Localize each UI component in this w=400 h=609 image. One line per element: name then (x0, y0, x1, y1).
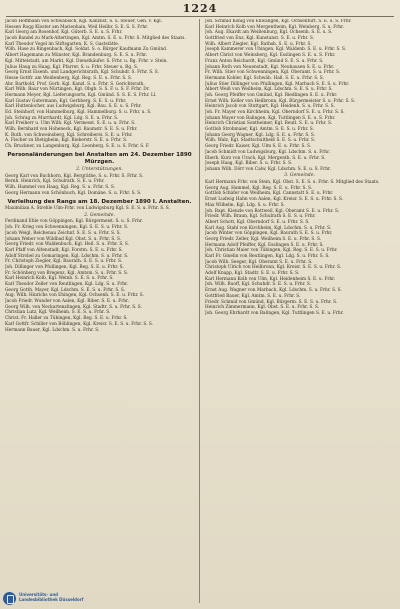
list-entry: Jacob Schmidt von Ludwigsburg, Kgl. Ldschm. S. u. Frhr. (205, 149, 331, 155)
list-entry: Jacob Winter von Göppingen, Kgl. Baurath S. E. S. u. Frhr. (205, 231, 333, 237)
list-entry: Karl Freiherr u. Ulm Wilh. Kgl. Vermesst. S. E. u. u. Frhr. S. (5, 121, 136, 127)
list-entry: Karl Fr. Gmelin von Reutlingen, Kgl. Ldg. S. u. Frhr. S. S. (205, 254, 330, 259)
list-entry: Hermann Bauer, Kgl. Ldschm. S. u. Frhr. S. (5, 327, 100, 333)
list-entry: Aug. Wilh. Hinrichs von Ehingen, Kgl. Ochsenh. S. E. u. Frhr. S. (5, 293, 144, 299)
list-entry: Hermann Meyer, Bgl. Lieferungsorts, Kgl. Gmünd. S. S. E. S. Frhr. Ll. (5, 92, 157, 98)
list-entry: Max Wilhelm, Kgl. Ldg. S. u. Frhr. S. (205, 202, 285, 208)
list-entry: Karl Gottfr. Schiller von Böblingen, Kgl. Kreisr. S. E. S. u. Frhr. S. S. (5, 321, 154, 327)
list-entry: Julius Stier Dillinger von Pfullingen, Kgl. Marbach S. E. S. u. Frhr. (205, 81, 350, 87)
list-entry: Karl Hermann Kolb von Ulm, Kgl. Heidenheim S. E. u. Frhr. (205, 276, 336, 282)
section-subheading: 2. Unterstützungen. (76, 166, 123, 172)
list-entry: Gottlob Schäfer von Weilheim, Kgl. Cannstatt S. E. u. Frhr. (205, 191, 334, 197)
list-entry: Friedr. Schmid von Gmünd, Kgl. Bürgerm. S. E. S. u. Frhr. S. (205, 299, 338, 305)
list-entry: Joh. Fr. Krieg von Schwenningen, Kgl. S. E. S. u. Frhr. S. (5, 225, 129, 231)
list-entry: Wilh. Hase zu Ringenbach, Kgl. Soldat. S. o. Bürger Kaufmann Zu Gmünd. (5, 47, 168, 53)
list-entry: Christ. Fr. Haller zu Tübingen, Kgl. Reg. S. E. u. Frhr. S. (5, 316, 128, 322)
list-entry: Adolf Strobel zu Gomaringen, Kgl. Ldschm. S. u. Frhr. S. (5, 253, 129, 259)
list-entry: Karl Wilh. Baur von Nürtingen, Kgl. Obgb. S. S. F. u. S. F. Frhr. Dr. (5, 87, 150, 93)
list-entry: Ernst Wilh. Keller von Heilbronn, Kgl. Bürgermeister S. u. Frhr. S. S. (205, 98, 356, 104)
list-entry: Wilh. Bernhard von Hoheneck, Kgl. Baumstr. S. E. S. u. Frhr. (5, 127, 138, 133)
list-entry: Jacob Friedr. Wunder von Aalen, Kgl. Biber. S. E. u. Frhr. (5, 299, 129, 305)
list-entry: Abr. Barthold, Prof. Gorb. Kgl. Kanzl. S. u. Frhr. S. Gerichtsrath. (5, 81, 145, 87)
list-entry: Jacob Wilh. Seeger, Kgl. Oberamt S. E. u. Frhr. S. (205, 259, 313, 265)
list-entry: Joseph Kammerer von Uhingen, Kgl. Waldenb. S. E. u. Frhr. S. S. (205, 47, 347, 53)
list-entry: Georg Friedr. Zeller, Kgl. Weilheim S. E. u. Frhr. S. S. (205, 236, 322, 242)
section-subheading: 2. Gemeinde. (84, 212, 115, 218)
list-entry: Franz Anton Reichardt, Kgl. Gmünd S. E. S. u. Frhr. S. (205, 58, 324, 64)
list-entry: Ed. Steinhorf, von Hammelburg, Kgl. Hammelburg. S. u. Frhr. u. S. (5, 110, 152, 115)
list-entry: Albert Hagemann zu Münster, Kgl. Brandenburg. S. E. S. u. Frhr. (5, 53, 148, 59)
list-entry: Friedr. Wilh. Braun, Kgl. Schulrath S. E. S. u. Frhr. (205, 214, 316, 220)
list-entry: Joseph Haag, Kgl. Biber. S. u. Frhr. S. S. (205, 161, 293, 167)
library-name-line-1: Universitäts- und (19, 592, 59, 598)
list-entry: Jacob Weigl, Reichenau Zeichnf. S. E. S. u. Frhr. S. S. (5, 230, 121, 236)
list-entry: Karl Georg am Rosenhof, Kgl. Güterb. S. E. u. S. Frhr. (5, 30, 123, 36)
library-name (19, 593, 84, 602)
header-rule (6, 16, 394, 17)
list-entry: Wilh. Walz, Kgl. Stadtschultheiß S. E. S. u. Frhr. S. (205, 138, 316, 144)
list-entry: Fr. Schönberg von Bregenz, Kgl. Amtsm. S. u. Frhr. S. S. (5, 270, 128, 276)
list-entry: Kgl. Mittelstadt, am Markt, Kgl. Dienstkäufer. S. Frhr. u. Bg. Frhr. v. Stein. (5, 58, 168, 64)
list-entry: Albert Weiß von Weilheim, Kgl. Ldschm. S. E. S. u. Frhr. S. (205, 87, 333, 93)
list-entry: Johann Weber von Wildbad Kgl. Obst. S. u. Frhr. S. S. (5, 236, 122, 242)
list-entry: Bernh. Heinrich, Kgl. Schulrath. S. E. u. Frhr. (5, 179, 105, 185)
list-entry: A. Fischer zu Bietigheim, Kgl. Bieberstr. S. E. u. Frhr. S. (5, 138, 128, 144)
list-entry: Joh. Aug. Ekardt am Weißenburg, Kgl. Ochsenh. S. E. u. S. (205, 30, 333, 36)
list-entry: Joh. Schrag zu Murrhardt, Kgl. Ldg. S. E. u. Frhr. S. (5, 115, 119, 121)
list-entry: Joh. Dillinger von Pfullingen, Kgl. Reg. S. E. u. Frhr. S. (5, 264, 124, 270)
list-entry: Karl Aug. Stahl von Kirchheim, Kgl. Ldschm. S. u. Frhr. S. (205, 225, 332, 231)
list-entry: Hermann Adolf Pfeiffer, Kgl. Esslingen S. E. u. Frhr. S. (205, 242, 324, 248)
list-entry: Joh. Georg Ehrhardt von Balingen, Kgl. Tuttlingen S. E. u. Frhr. (205, 310, 344, 316)
left-column (5, 19, 194, 604)
list-entry: K. Ruth. von Schweinsberg, Kgl. Schreiberei. S. E. u. Frhr. (5, 132, 133, 138)
list-entry: Joh. Fr. Mayer von Kirchheim, Kgl. Oberndorf S. E. u. Frhr. S. S. (205, 110, 345, 115)
list-entry: Joh. Schmid König von Ellwangen, Kgl. Ochsenfurt. S. E. u. S. Frhr. (205, 19, 352, 24)
library-logo[interactable] (3, 589, 93, 607)
list-entry: Joh. Christian Maier von Tübingen, Kgl. Reg. S. E. S. u. Frhr. (205, 248, 338, 254)
list-entry: Christian Lutz, Kgl. Weilheim. S. E. S. u. Frhr. S. (5, 310, 111, 316)
list-entry: Georg Friedr. von Waldenbuch, Kgl. Heil. S. u. Frhr. S. S. (5, 242, 130, 248)
list-entry: Hesse Gottfr. am Weißenberg, Kgl. Reg. S. E. u. Frhr. S. S. (5, 75, 132, 81)
list-entry: Wilh. Hammel von Haag, Kgl. Reg. S. u. Frhr. S. S. (5, 184, 115, 190)
list-entry: Johann Roth von Neuenstadt, Kgl. Neuhausen S. E. u. Frhr. (205, 64, 335, 70)
list-entry: Georg Ernst Eisenh. und Landgerichtsrath, Kgl. Schuhdr. S. Frhr. S. S. (5, 70, 159, 76)
list-entry: Adolf Knapp, Kgl. Stadtr. S. E. u. Frhr. S. S. (205, 271, 300, 277)
list-entry: Gottfried von Enz, Kgl. Kunstanst. S. E. u. Frhr. S. (205, 36, 315, 42)
list-entry: Johann Georg Wagner, Kgl. Ldg. S. E. u. Frhr. S. S. (205, 132, 316, 138)
list-entry: Georg Aug. Hammel, Kgl. Reg. S. E. u. Frhr. S. S. (205, 185, 313, 191)
list-entry: Christoph Ulrich von Heilbronn, Kgl. Kreisr. S. E. S. u. Frhr. S. (205, 265, 342, 271)
list-entry: Georg Gotth. Mayer, Kgl. Ldschm. S. E. S. u. Frhr. S. S. (5, 287, 126, 293)
list-entry: Heinrich Jacob von Stuttgart, Kgl. Heidenh. S. u. Frhr. S. S. (205, 104, 335, 110)
list-entry: Ernst Aug. Wagner von Marbach, Kgl. Ldschm. S. u. Frhr. S. S. (205, 288, 342, 294)
list-entry: Hermann Kohler, Kgl. Schwäb. Hall. S. E. u. Frhr. S. S. (205, 75, 324, 81)
page-number: 1224 (182, 2, 218, 15)
list-entry: Joh. Georg Pfeiffer von Gmünd, Kgl. Riedlingen S. E. u. Frhr. (205, 92, 338, 98)
list-entry: Heinrich Christian Sontheimer, Kgl. Reutl. S. E. u. Frhr. S. (205, 121, 333, 127)
list-entry: Jacob Hoffmann von Schwäbisch, Kgl. Kanzlist, S. u. Steuer, Gen. v. Kgl. (5, 19, 163, 24)
list-entry: Karl Heinrich Kolb, Kgl. Weinb. S. E. S. u. Frhr. S. (5, 276, 114, 282)
list-entry: Gottlob Strohmaier, Kgl. Amtm. S. E. S. u. Frhr. S. (205, 127, 314, 133)
section-subheading: 3. Gemeinde. (284, 173, 315, 179)
list-entry: Hessen Rogg Kloster am Marienhain, Weil Heilbr. S. E. S. S. Frhr. (5, 24, 149, 30)
list-entry: Albert Schott, Kgl. Oberndorf S. E. u. Frhr. S. S. (205, 219, 310, 225)
right-column (205, 19, 394, 604)
list-entry: Ernst Ludwig Hahn von Aalen, Kgl. Kreisr. S. E. S. u. Frhr. S. S. (205, 197, 344, 203)
list-entry: Georg Karl von Buchhorn, Kgl. Bergräthe. S. u. Frhr. S. Frhr. S. (5, 173, 144, 179)
list-entry: Maximilian A. Strehle Ulm-Frhr. von Ludwigsburg Kgl. S. E. S. u. Frhr. S. S. (5, 206, 170, 212)
list-entry: Karl Theodor Zeller von Reutlingen, Kgl. Ldg. S. u. Frhr. (5, 282, 128, 287)
list-entry: Karl Hermann Frhr. von Stein, Kgl. Obst. S. E. S. u. Frhr. S. Mitglied des Staats. (205, 180, 380, 186)
list-entry: Karl Huttenlocher, aus Ludwigsburg, Kgl. Bau. S. E. u. S. Frhr. (5, 104, 142, 110)
list-entry: Karl Gustav Gutermann, Kgl. Gerbberg. S. E. S. u. Frhr. (5, 98, 127, 104)
section-heading: Personaländerungen bei Anstalten am 24. Dezember 1890 Mürzgen. (7, 152, 192, 165)
list-entry: Johann Mayer von Balingen, Kgl. Tuttlingen S. E. u. S. Frhr. (205, 115, 336, 121)
list-entry: Wilh. Albert Ziegler, Kgl. Rathsh. S. E. u. Frhr. S. (205, 41, 312, 47)
list-entry: Julius Haug zu Haag, Kgl. Pfarrer, S. u. Frhr. Steuer u. Bg. S. (5, 64, 138, 70)
library-name-line-2: Landesbibliothek Düsseldorf (19, 597, 84, 602)
list-entry: Albert Christ von Weinsberg, Kgl. Esslingen S. E. u. S. Frhr. (205, 53, 336, 59)
list-entry: Eberh. Kurz von Urach, Kgl. Mergenth. S. E. u. Frhr. S. (205, 155, 326, 161)
library-seal-icon (3, 592, 16, 605)
list-entry: Gottfried Bauer, Kgl. Amtm. S. E. u. Frhr. S. (205, 293, 301, 299)
list-entry: Karl Pfaff von Altenstadt, Kgl. Forstm. S. E. u. Frhr. S. (5, 247, 123, 253)
list-entry: Heinrich Zimmermann, Kgl. Obst. S. E. u. Frhr. S. S. (205, 305, 320, 311)
list-entry: Fr. Wilh. Stier von Schwenningen, Kgl. Oberamt. S. u. Frhr. S. (205, 70, 341, 76)
list-entry: Joh. Bapt. Kienzle von Rottweil, Kgl. Oberamt S. E. u. Frhr. S. (205, 208, 340, 214)
list-entry: Karl Heinrich Kolb von Mergentheim, Kgl. Weinberg. S. u. Frhr. (205, 24, 344, 30)
list-entry: Johann Wilh. Dörr von Calw, Kgl. Ldschm. S. E. u. S. Frhr. (205, 166, 331, 172)
list-entry: Jacob Bandel zu Mark-Altertingen, Kgl. Amtm. S. E. u. Frhr. S. Mitglied des Staats. (5, 36, 186, 42)
list-entry: Ferdinand Ehle von Göppingen, Kgl. Bürgermeist. S. u. S. Frhr. (5, 219, 143, 225)
list-entry: Ch. Bruckner, zu Langenburg, Kgl. Leonberg. S. E. u. S. Frhr. S. F. (5, 144, 150, 150)
list-entry: Joh. Wilh. Ruoff, Kgl. Schuhdr. S. E. S. u. Frhr. S. (205, 282, 312, 288)
list-entry: Georg Friedr. Kaiser, Kgl. Ulm S. E. u. Frhr. S. S. (205, 144, 312, 150)
section-heading: Verleihung des Rangs am 18. Dezember 1890 I. Anstalten. (7, 198, 192, 205)
column-divider (199, 19, 200, 603)
list-entry: Karl Theodor Vogel im Stiftsgarten, K. S. Gaststätte. (5, 41, 120, 47)
list-entry: Fr. Christoph Ziegler, Kgl. Baurath. S. E. S. u. Frhr. S. (5, 259, 123, 265)
list-entry: Georg Wilh. von Neckartenzlingen, Kgl. Stadtr. S. u. Frhr. S. S. (5, 304, 142, 310)
list-entry: Georg Hermann von Schönbuch, Kgl. Domäne. S. u. Frhr. S. S. (5, 190, 142, 196)
